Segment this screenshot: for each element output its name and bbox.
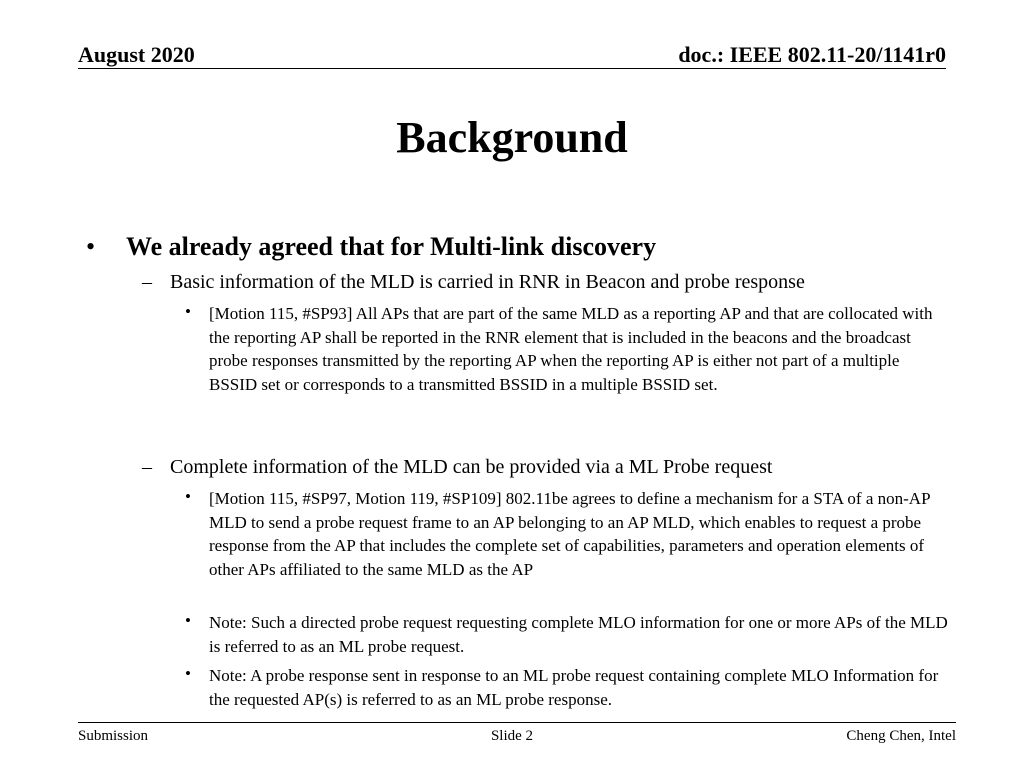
sub-sub-bullet-text: Note: A probe response sent in response to an ML probe request containing complete MLO Information for the requested AP(s) is referred to as an ML probe response. [209, 666, 939, 709]
dash-marker: – [142, 271, 152, 293]
sub-bullet-basic-info-text: Basic information of the MLD is carried in RNR in Beacon and probe response [170, 271, 805, 293]
header-date: August 2020 [78, 42, 195, 67]
bullet-marker: • [185, 664, 191, 683]
footer-divider [78, 722, 956, 723]
header-doc-id: doc.: IEEE 802.11-20/1141r0 [678, 42, 946, 67]
bullet-marker: • [185, 302, 191, 321]
dash-marker: – [142, 456, 152, 478]
sub-sub-bullet-text: [Motion 115, #SP97, Motion 119, #SP109] 802.11be agrees to define a mechanism for a STA of a non-AP MLD to send a probe request frame to an AP belonging to an AP MLD, which enables to request a probe response from the AP that includes the complete set of capabilities, parameters and operation elements of other APs affiliated to the same MLD as the AP [209, 489, 930, 579]
header-divider [78, 68, 946, 69]
sub-bullet-complete-info-text: Complete information of the MLD can be provided via a ML Probe request [170, 456, 773, 478]
sub-sub-bullet-text: Note: Such a directed probe request requesting complete MLO information for one or more APs of the MLD is referred to as an ML probe request. [209, 613, 948, 656]
footer-submission: Submission [78, 728, 149, 744]
footer-author: Cheng Chen, Intel [846, 728, 956, 744]
slide-title: Background [396, 113, 628, 162]
bullet-main-text: We already agreed that for Multi-link discovery [126, 232, 657, 261]
bullet-marker: • [86, 232, 96, 261]
bullet-marker: • [185, 611, 191, 630]
footer-slide-number: Slide 2 [490, 728, 534, 744]
bullet-marker: • [185, 487, 191, 506]
sub-sub-bullet-text: [Motion 115, #SP93] All APs that are part of the same MLD as a reporting AP and that are collocated with the reporting AP shall be reported in the RNR element that is included in the beacons and the broadcast probe responses transmitted by the reporting AP when the reporting AP is either not part of a multiple BSSID set or corresponds to a transmitted BSSID in a multiple BSSID set. [209, 304, 933, 394]
